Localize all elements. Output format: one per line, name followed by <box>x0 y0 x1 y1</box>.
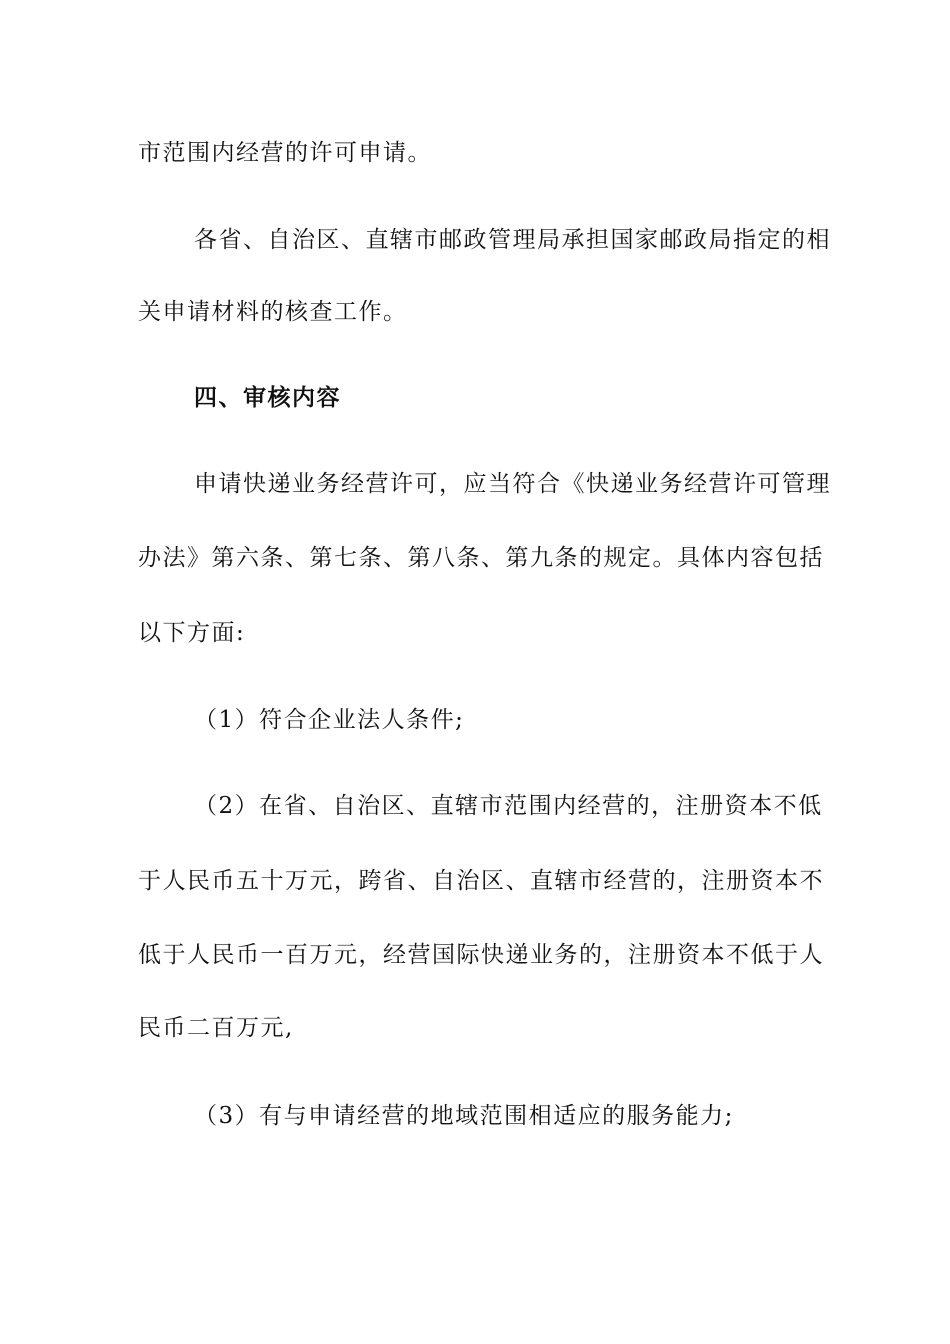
paragraph-line: 低于人民币一百万元，经营国际快递业务的，注册资本不低于人 <box>138 942 824 968</box>
paragraph-line: 各省、自治区、直辖市邮政管理局承担国家邮政局指定的相 <box>194 227 831 253</box>
paragraph-line: 市范围内经营的许可申请。 <box>138 140 432 166</box>
list-item: （2）在省、自治区、直辖市范围内经营的，注册资本不低 <box>194 793 823 819</box>
section-heading: 四、审核内容 <box>194 384 341 411</box>
paragraph-line: 民币二百万元, <box>138 1015 294 1041</box>
list-item: （3）有与申请经营的地域范围相适应的服务能力; <box>194 1103 734 1129</box>
paragraph-line: 以下方面: <box>138 620 246 646</box>
paragraph-line: 申请快递业务经营许可，应当符合《快递业务经营许可管理 <box>194 471 831 497</box>
paragraph-line: 关申请材料的核查工作。 <box>138 299 408 325</box>
paragraph-line: 于人民币五十万元，跨省、自治区、直辖市经营的，注册资本不 <box>138 868 824 894</box>
list-item: （1）符合企业法人条件; <box>194 707 465 733</box>
paragraph-line: 办法》第六条、第七条、第八条、第九条的规定。具体内容包括 <box>138 545 824 571</box>
